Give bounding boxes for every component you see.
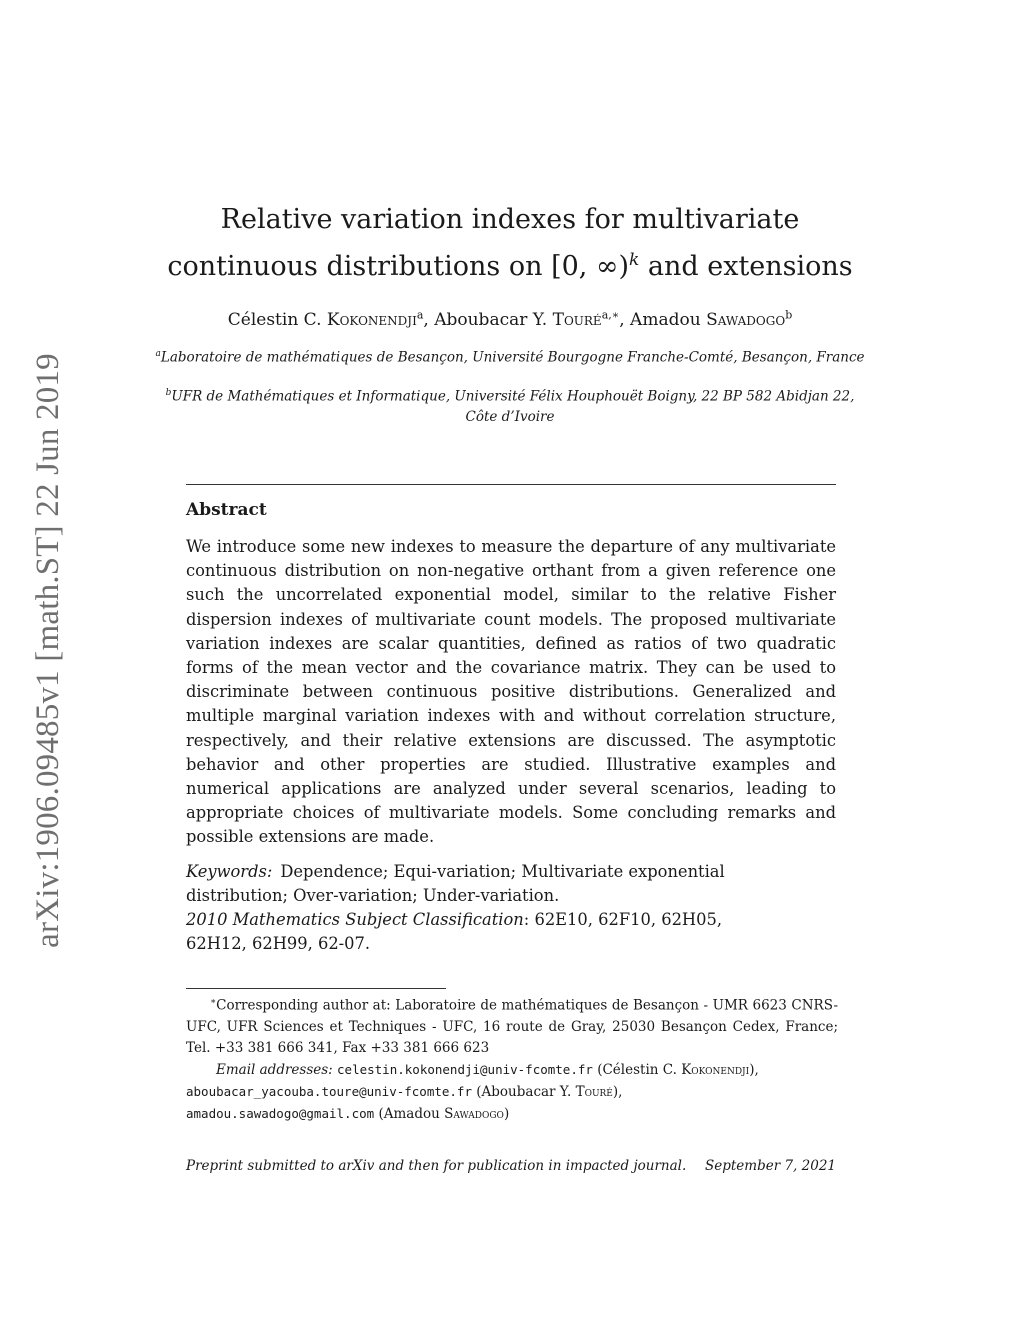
arxiv-side-stamp bbox=[29, 345, 66, 955]
title-line-1: Relative variation indexes for multivariate bbox=[220, 204, 800, 235]
preprint-note: Preprint submitted to arXiv and then for publication in impacted journal. bbox=[186, 1158, 687, 1174]
affiliation-a: $^a$Laboratoire de mathématiques de Besançon, Université Bourgogne Franche-Comté, Besançon, France bbox=[155, 349, 865, 366]
keywords bbox=[186, 860, 786, 908]
title-line-2: continuous distributions on [0, ∞)$^k$ and extensions bbox=[167, 250, 853, 282]
footnote-rule bbox=[186, 988, 446, 989]
preprint-footer bbox=[186, 1158, 836, 1174]
keywords-text: Dependence; Equi-variation; Multivariate exponential distribution; Over-variation; Under-variation. bbox=[186, 862, 725, 905]
email-line-3: amadou.sawadogo@gmail.com (Amadou Sawadogo) bbox=[186, 1105, 510, 1122]
arxiv-identifier: arXiv:1906.09485v1 [math.ST] 22 Jun 2019 bbox=[29, 352, 66, 948]
affiliation-b: $^b$UFR de Mathématiques et Informatique, Université Félix Houphouët Boigny, 22 BP 582 Abidjan 22, Côte d’Ivoire bbox=[165, 388, 855, 425]
abstract-heading: Abstract bbox=[186, 500, 267, 520]
author-list bbox=[150, 303, 870, 332]
preprint-date: September 7, 2021 bbox=[705, 1158, 836, 1174]
msc-label: 2010 Mathematics Subject Classification bbox=[186, 910, 524, 929]
msc-codes: : 62E10, 62F10, 62H05, 62H12, 62H99, 62-07. bbox=[186, 910, 723, 953]
author-1: Célestin C. Kokonendji$^a$, bbox=[227, 308, 435, 330]
footnote bbox=[186, 992, 838, 1125]
email-link-kokonendji[interactable]: celestin.kokonendji@univ-fcomte.fr bbox=[337, 1061, 593, 1077]
keywords-label: Keywords: bbox=[186, 862, 273, 881]
abstract-top-rule bbox=[186, 484, 836, 485]
author-2: Aboubacar Y. Touré$^{a,∗}$, bbox=[434, 308, 631, 330]
author-3: Amadou Sawadogo$^b$ bbox=[630, 308, 793, 330]
abstract-text: We introduce some new indexes to measure the departure of any multivariate continuous distribution on non-negative orthant from a given reference one such the uncorrelated exponential model, similar to the relative Fisher dispersion indexes of multivariate count models. The proposed multivariate variation indexes are scalar quantities, defined as ratios of two quadratic forms of the mean vector and the covariance matrix. They can be used to discriminate between continuous positive distributions. Generalized and multiple marginal variation indexes with and without correlation structure, respectively, and their relative extensions are discussed. The asymptotic behavior and other properties are studied. Illustrative examples and numerical applications are analyzed under several scenarios, leading to appropriate choices of multivariate models. Some concluding remarks and possible extensions are made. bbox=[186, 537, 836, 847]
paper-title bbox=[150, 200, 870, 287]
corresponding-author-note: ∗Corresponding author at: Laboratoire de mathématiques de Besançon - UMR 6623 CNRS-UFC, UFR Sciences et Techniques - UFC, 16 route de Gray, 25030 Besançon Cedex, France; Tel. +33 381 666 341, Fax +33 381 666 623 bbox=[186, 997, 838, 1056]
email-line-2: aboubacar_yacouba.toure@univ-fcomte.fr (Aboubacar Y. Touré), bbox=[186, 1083, 623, 1100]
email-link-toure[interactable]: aboubacar_yacouba.toure@univ-fcomte.fr bbox=[186, 1083, 472, 1099]
email-line-1: Email addresses: celestin.kokonendji@univ-fcomte.fr (Célestin C. Kokonendji), bbox=[216, 1061, 759, 1078]
msc-classification bbox=[186, 908, 786, 956]
email-link-sawadogo[interactable]: amadou.sawadogo@gmail.com bbox=[186, 1105, 375, 1121]
